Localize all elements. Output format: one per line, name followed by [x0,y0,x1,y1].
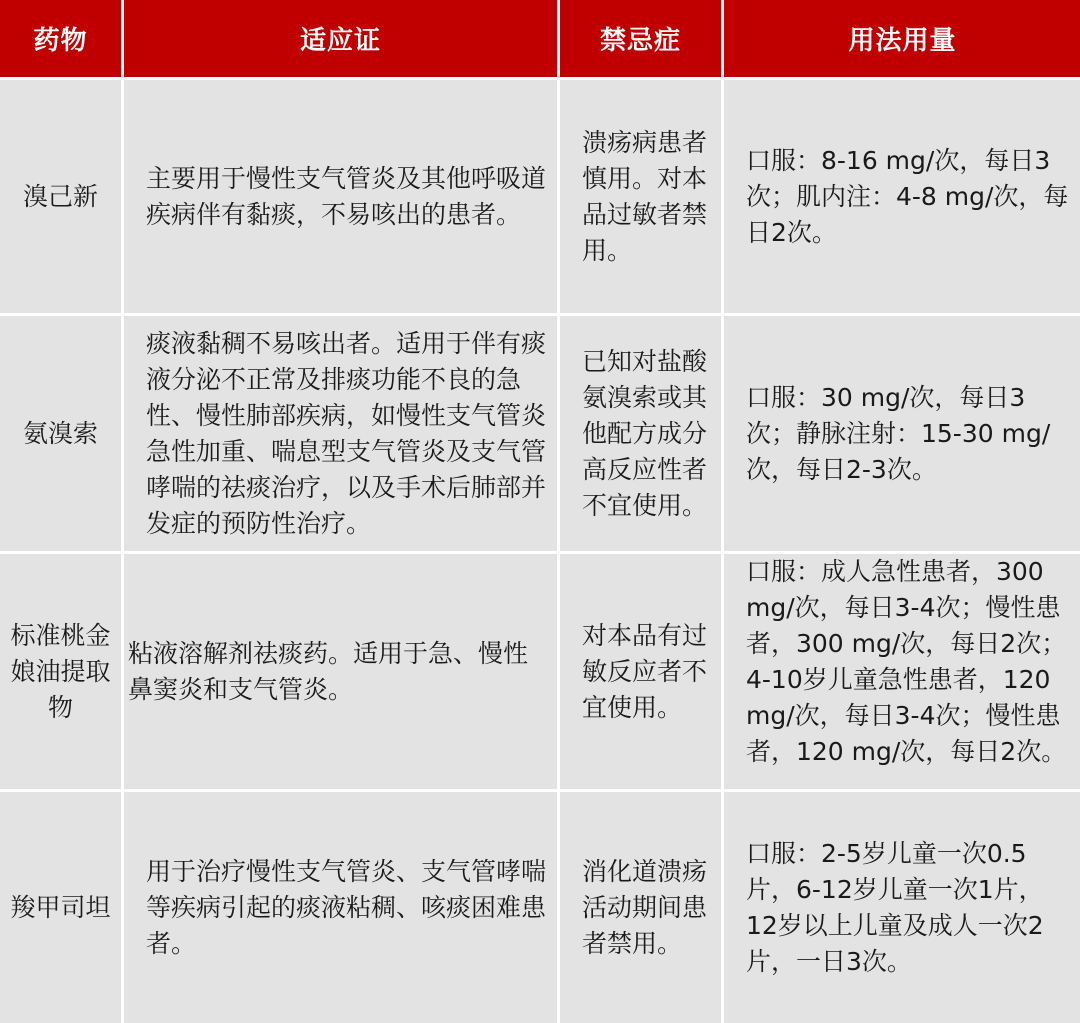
indication-text: 痰液黏稠不易咳出者。适用于伴有痰液分泌不正常及排痰功能不良的急性、慢性肺部疾病，如慢性支气管炎急性加重、喘息型支气管炎及支气管哮喘的祛痰治疗，以及手术后肺部并发症的预防性治疗。 [146,328,547,538]
cell-drug [0,554,121,789]
drug-name: 羧甲司坦 [10,892,111,922]
contraindication-text: 对本品有过敏反应者不宜使用。 [582,620,708,722]
cell-indication [124,554,557,789]
indication-text: 用于治疗慢性支气管炎、支气管哮喘等疾病引起的痰液粘稠、咳痰困难患者。 [146,856,547,958]
cell-indication [124,316,557,551]
cell-drug [0,316,121,551]
header-indication: 适应证 [124,0,557,77]
contraindication-text: 已知对盐酸氨溴索或其他配方成分高反应性者不宜使用。 [582,346,708,520]
dosage-text: 口服：30 mg/次，每日3次；静脉注射：15-30 mg/次，每日2-3次。 [746,382,1051,484]
contraindication-text: 消化道溃疡活动期间患者禁用。 [582,856,708,958]
cell-dosage [724,792,1080,1023]
header-dosage: 用法用量 [724,0,1080,77]
cell-contraindication [560,80,721,313]
cell-dosage [724,80,1080,313]
indication-text: 粘液溶解剂祛痰药。适用于急、慢性鼻窦炎和支气管炎。 [128,638,529,704]
contraindication-text: 溃疡病患者慎用。对本品过敏者禁用。 [582,127,708,265]
dosage-text: 口服：2-5岁儿童一次0.5片，6-12岁儿童一次1片，12岁以上儿童及成人一次2片，一日3次。 [746,838,1044,976]
header-drug: 药物 [0,0,121,77]
cell-indication [124,792,557,1023]
cell-dosage [724,316,1080,551]
header-contraindication: 禁忌症 [560,0,721,77]
drug-name: 溴己新 [22,181,98,211]
dosage-clip [746,554,1069,786]
cell-dosage [724,554,1080,789]
cell-indication [124,80,557,313]
indication-text: 主要用于慢性支气管炎及其他呼吸道疾病伴有黏痰，不易咳出的患者。 [146,163,547,229]
cell-drug [0,80,121,313]
cell-contraindication [560,316,721,551]
dosage-text: 口服：8-16 mg/次，每日3次；肌内注：4-8 mg/次，每日2次。 [746,145,1069,247]
cell-contraindication [560,554,721,789]
drug-name: 标准桃金娘油提取物 [10,620,111,722]
dosage-text: 口服：成人急性患者，300 mg/次，每日3-4次；慢性患者，300 mg/次，每日2次；4-10岁儿童急性患者，120 mg/次，每日3-4次；慢性患者，120 mg/次，每日2次。 [746,557,1067,766]
drug-name: 氨溴索 [22,418,98,448]
cell-drug [0,792,121,1023]
cell-contraindication [560,792,721,1023]
